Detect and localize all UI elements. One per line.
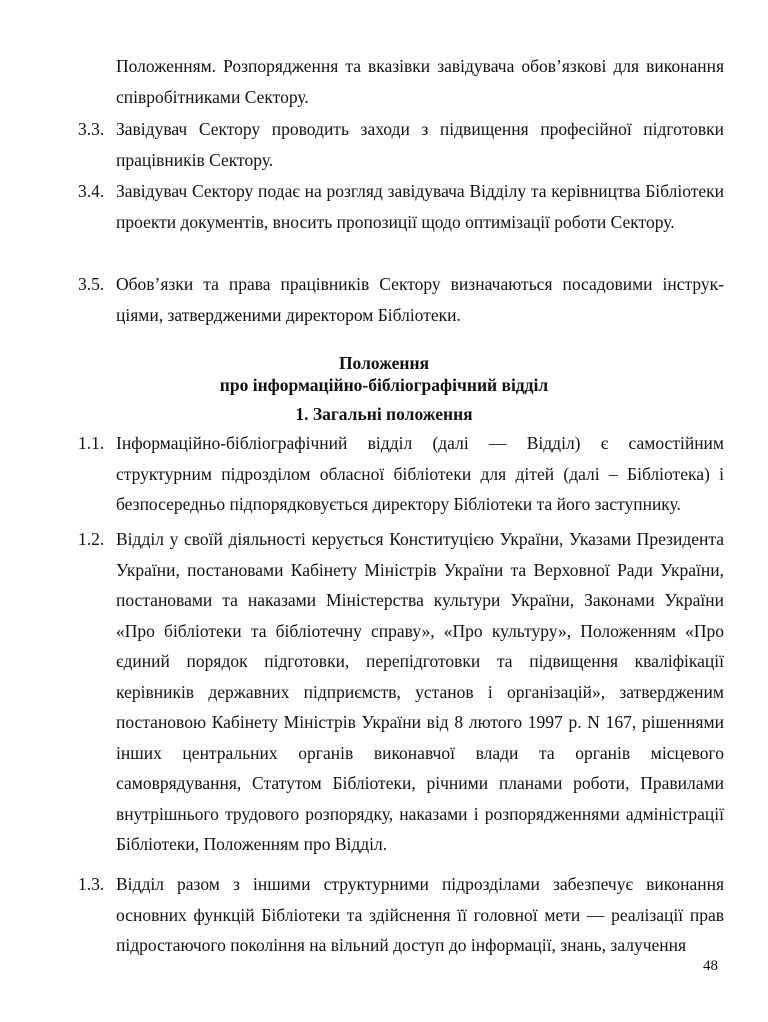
list-item-1-3: [78, 869, 724, 961]
item-number: 1.1.: [78, 433, 105, 453]
item-text: Завідувач Сектору подає на розгляд завідувача Відділу та керівництва Бібліотеки проекти документів, вносить пропозиції щодо оптимізації роботи Сектору.: [116, 181, 724, 232]
list-item-3-5: [78, 269, 724, 330]
item-number: 1.2.: [78, 529, 105, 549]
item-text: Інформаційно-бібліографічний відділ (далі — Відділ) є самостійним структурним підрозділом обласної бібліотеки для дітей (далі – Бібліотека) і безпосередньо підпорядковується директору Бібліотеки та його заступнику.: [116, 433, 724, 514]
document-title: Положення: [338, 353, 430, 373]
list-item-1-2: [78, 524, 724, 860]
document-subtitle: про інформаційно-бібліографічний відділ: [219, 375, 549, 395]
item-number: 3.5.: [78, 274, 105, 294]
item-text: Завідувач Сектору проводить заходи з підвищення професійної підготовки працівників Сектору.: [116, 119, 724, 170]
section-heading: 1. Загальні положення: [295, 404, 473, 424]
item-number: 3.3.: [78, 119, 105, 139]
item-text: Відділ у своїй діяльності керується Конституцією України, Указами Президента України, постановами Кабінету Міністрів України та Верховної Ради України, постановами та наказами Міністерства культури України, Законами України «Про бібліотеки та бібліотечну справу», «Про культуру», Положенням «Про єдиний порядок підготовки, перепідготовки та підвищення кваліфікації керівників державних підприємств, установ і організацій», затвердженим постановою Кабінету Міністрів України від 8 лютого 1997 р. N 167, рішеннями інших центральних органів виконавчої влади та органів місцевого самоврядування, Статутом Бібліотеки, річними планами роботи, Правилами внутрішнього трудового розпорядку, наказами і розпорядженнями адміністрації Бібліотеки, Положенням про Відділ.: [116, 529, 724, 854]
list-item-3-4: [78, 176, 724, 237]
continuation-paragraph: Положенням. Розпорядження та вказівки завідувача обов’язкові для виконання співробітниками Сектору.: [116, 56, 724, 107]
item-number: 1.3.: [78, 874, 105, 894]
item-number: 3.4.: [78, 181, 105, 201]
list-item-3-3: [78, 114, 724, 175]
item-text: Обов’язки та права працівників Сектору визначаються посадовими інструк-ціями, затвердженими директором Бібліотеки.: [116, 274, 724, 325]
item-text: Відділ разом з іншими структурними підрозділами забезпечує виконання основних функцій Бібліотеки та здійснення її головної мети — реалізації прав підростаючого покоління на вільний доступ до інформації, знань, залучення: [116, 874, 724, 955]
list-item-1-1: [78, 428, 724, 520]
page-number: 48: [703, 958, 718, 974]
